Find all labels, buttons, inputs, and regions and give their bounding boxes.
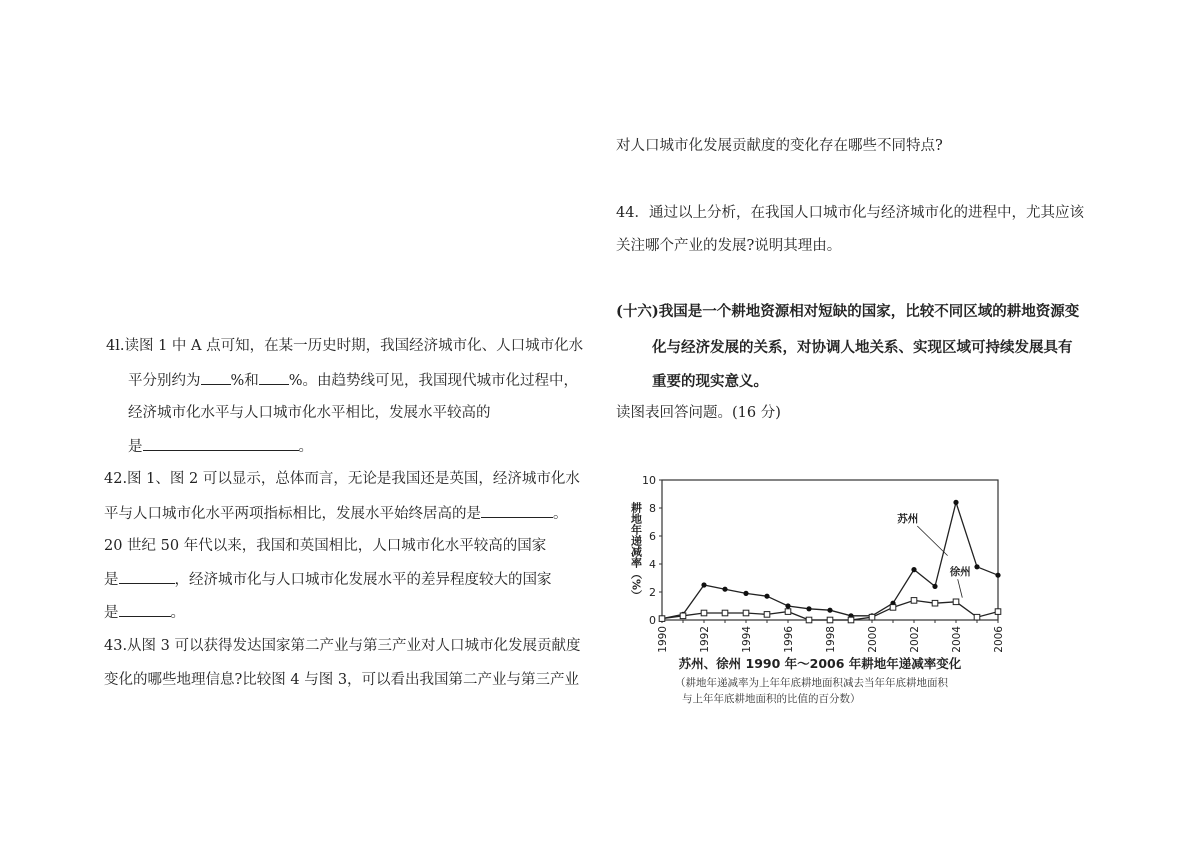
data-point [764,612,770,618]
q43-continuation: 对人口城市化发展贡献度的变化存在哪些不同特点? [616,138,943,154]
q43-line-1: 43.从图 3 可以获得发达国家第二产业与第三产业对人口城市化发展贡献度 [104,638,581,654]
data-point [890,605,896,611]
data-point [974,564,979,569]
answer-blank-3[interactable] [143,436,299,451]
x-tick-label: 2004 [951,626,963,653]
y-tick-label: 8 [649,502,656,515]
q44-line-2: 关注哪个产业的发展?说明其理由。 [616,238,842,254]
q42-line-4 [104,569,552,590]
q42-line-3: 20 世纪 50 年代以来，我国和英国相比，人口城市化水平较高的国家 [104,538,547,554]
q41-line-1: 4l.读图 1 中 A 点可知，在某一历史时期，我国经济城市化、人口城市化水 [106,338,584,354]
x-tick-label: 1990 [657,626,669,653]
data-point [911,567,916,572]
answer-blank-1[interactable] [201,370,231,385]
chart-title: 苏州、徐州 1990 年～2006 年耕地年递减率变化 [678,656,962,671]
data-point [953,599,959,605]
y-tick-label: 2 [649,586,656,599]
q42-text-d: ，经济城市化与人口城市化发展水平的差异程度较大的国家 [174,572,552,588]
q42-line-1: 42.图 1、图 2 可以显示，总体而言，无论是我国还是英国，经济城市化水 [104,471,580,487]
data-point [974,614,980,620]
y-tick-label: 6 [649,530,656,543]
data-point [701,582,706,587]
q42-line-2 [104,503,568,524]
data-point [869,614,875,620]
series-label-2: 徐州 [949,566,971,579]
x-tick-label: 2000 [867,626,879,653]
farmland-decline-chart [620,458,1010,708]
data-point [911,598,917,604]
q43-line-2: 变化的哪些地理信息?比较图 4 与图 3，可以看出我国第二产业与第三产业 [104,672,580,688]
data-point [827,617,833,623]
x-tick-label: 1992 [699,626,711,653]
data-point [785,609,791,615]
q41-line-3: 经济城市化水平与人口城市化水平相比，发展水平较高的 [128,405,491,421]
x-tick-label: 1998 [825,626,837,653]
q42-text-c: 是 [104,572,119,588]
data-point [995,609,1001,615]
data-point [722,587,727,592]
q41-text-a: 平分别约为 [128,373,201,389]
q42-line-5 [104,602,185,623]
data-point [806,606,811,611]
x-tick-label: 2002 [909,626,921,653]
chart-note-1: （耕地年递减率为上年年底耕地面积减去当年年底耕地面积 [675,677,948,689]
data-point [806,617,812,623]
answer-blank-5[interactable] [119,569,175,584]
data-point [743,591,748,596]
data-point [764,594,769,599]
data-point [827,608,832,613]
q42-text-f: 。 [170,605,185,621]
x-tick-label: 1994 [741,626,753,653]
data-point [953,500,958,505]
plot-frame [662,480,998,620]
q41-text-c: %。由趋势线可见，我国现代城市化过程中， [288,373,579,389]
data-point [743,610,749,616]
data-point [785,603,790,608]
section16-line-3: 重要的现实意义。 [652,373,768,390]
section16-line-2: 化与经济发展的关系，对协调人地关系、实现区域可持续发展具有 [652,339,1073,356]
q41-line-2 [128,370,578,391]
q41-line-4 [128,436,313,457]
y-axis-label: 耕地年递减率（%） [629,502,643,602]
instruction: 读图表回答问题。(16 分) [616,405,781,421]
q42-text-e: 是 [104,605,119,621]
x-tick-label: 1996 [783,626,795,653]
data-point [701,610,707,616]
q41-text-d: 是 [128,439,143,455]
q42-text-b: 。 [553,506,568,522]
answer-blank-4[interactable] [481,503,553,518]
series-label-1: 苏州 [897,513,919,525]
answer-blank-6[interactable] [119,602,171,617]
data-point [680,613,686,619]
data-point [995,573,1000,578]
y-tick-label: 4 [649,558,656,571]
q42-text-a: 平与人口城市化水平两项指标相比，发展水平始终居高的是 [104,506,481,522]
q44-line-1: 44．通过以上分析，在我国人口城市化与经济城市化的进程中，尤其应该 [616,205,1084,221]
data-point [848,617,854,623]
q41-text-e: 。 [298,439,313,455]
y-tick-label: 10 [642,474,656,487]
data-point [659,616,665,622]
data-point [722,610,728,616]
data-point [932,584,937,589]
data-point [932,600,938,606]
x-tick-label: 2006 [993,626,1005,653]
chart-note-2: 与上年年底耕地面积的比值的百分数） [682,693,861,705]
section16-line-1: (十六)我国是一个耕地资源相对短缺的国家，比较不同区域的耕地资源变 [616,303,1080,320]
y-tick-label: 0 [649,614,656,627]
q41-text-b: %和 [230,373,259,389]
answer-blank-2[interactable] [259,370,289,385]
